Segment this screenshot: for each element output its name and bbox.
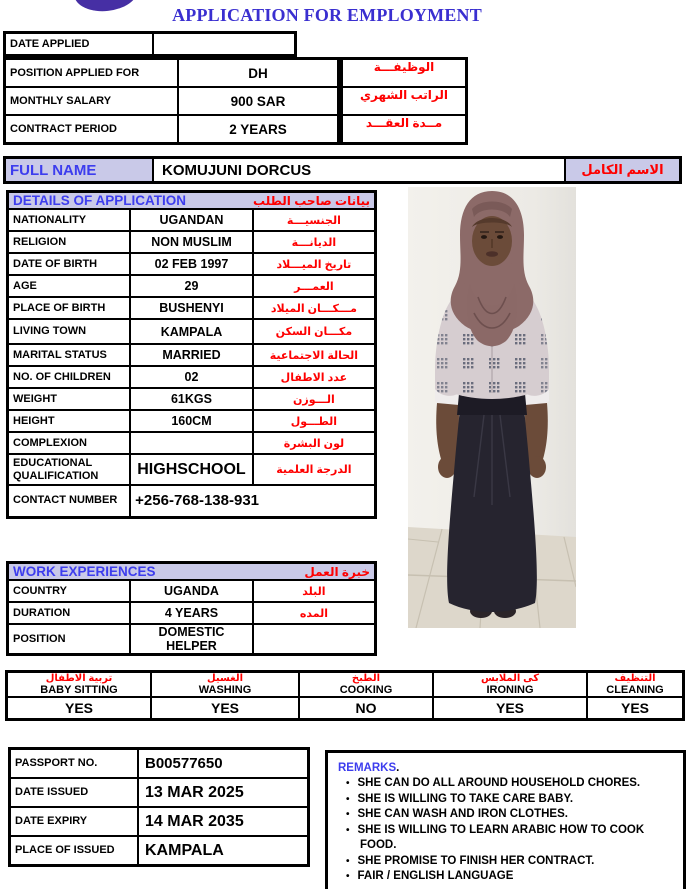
skill-arabic-label: تربية الاطفال: [45, 673, 113, 684]
skill-value-cooking: NO: [299, 697, 433, 720]
skill-label: CLEANING: [606, 684, 664, 696]
living-town-value: KAMPALA: [130, 319, 253, 344]
height-value: 160CM: [130, 410, 253, 432]
field-row: [8, 602, 376, 624]
country-value: UGANDA: [130, 580, 253, 602]
details-table: [6, 190, 377, 519]
applicant-photo: [408, 187, 576, 628]
field-row: [8, 410, 376, 432]
date-expiry-label: DATE EXPIRY: [10, 807, 139, 836]
position-label: POSITION APPLIED FOR: [5, 59, 179, 88]
details-header-arabic: بيانات صاحب الطلب: [252, 193, 370, 208]
section-header-row: [8, 563, 376, 581]
field-row: [5, 115, 339, 144]
contract-value: 2 YEARS: [178, 115, 339, 144]
field-row: [5, 33, 296, 56]
field-row: [5, 158, 681, 183]
contract-arabic-label: مــدة العقـــد: [342, 115, 467, 144]
education-arabic-label: الدرجة العلمية: [253, 454, 376, 485]
work-header-arabic: خبرة العمل: [304, 564, 370, 579]
remarks-item: • FAIR / ENGLISH LANGUAGE: [338, 869, 677, 885]
nationality-value: UGANDAN: [130, 209, 253, 231]
weight-value: 61KGS: [130, 388, 253, 410]
complexion-arabic-label: لون البشرة: [253, 432, 376, 454]
place-of-birth-value: BUSHENYI: [130, 297, 253, 319]
place-of-issued-value: KAMPALA: [138, 836, 309, 866]
skill-header-cooking: [299, 672, 433, 698]
country-arabic-label: البلد: [253, 580, 376, 602]
remarks-item: • SHE IS WILLING TO TAKE CARE BABY.: [338, 792, 677, 808]
religion-label: RELIGION: [8, 231, 131, 253]
height-label: HEIGHT: [8, 410, 131, 432]
children-arabic-label: عدد الاطفال: [253, 366, 376, 388]
remarks-item: • SHE CAN DO ALL AROUND HOUSEHOLD CHORES.: [338, 776, 677, 792]
remarks-item: • SHE IS WILLING TO LEARN ARABIC HOW TO COOK FOOD.: [338, 823, 677, 854]
passport-table: [8, 747, 310, 867]
place-of-birth-arabic-label: مـــكـــان الميلاد: [253, 297, 376, 319]
skill-label: COOKING: [339, 684, 393, 696]
skill-value-cleaning: YES: [587, 697, 684, 720]
field-row: [5, 59, 339, 88]
place-of-issued-label: PLACE OF ISSUED: [10, 836, 139, 866]
date-of-birth-value: 02 FEB 1997: [130, 253, 253, 275]
page-title: APPLICATION FOR EMPLOYMENT: [172, 5, 482, 25]
contact-number-value: +256-768-138-931: [130, 485, 375, 517]
field-row: [8, 231, 376, 253]
skill-value-ironing: YES: [433, 697, 587, 720]
field-row: [8, 432, 376, 454]
living-town-label: LIVING TOWN: [8, 319, 131, 344]
skill-header-cleaning: [587, 672, 684, 698]
field-row: [342, 115, 467, 144]
passport-no-label: PASSPORT NO.: [10, 749, 139, 779]
skill-label: BABY SITTING: [40, 684, 118, 696]
field-row: [8, 580, 376, 602]
work-header: WORK EXPERIENCES: [13, 564, 156, 579]
field-row: [8, 624, 376, 655]
full-name-label: FULL NAME: [5, 158, 154, 183]
marital-status-label: MARITAL STATUS: [8, 344, 131, 366]
skill-header-ironing: [433, 672, 587, 698]
remarks-box: [325, 750, 686, 889]
complexion-value: [130, 432, 253, 454]
children-value: 02: [130, 366, 253, 388]
date-applied-label: DATE APPLIED: [5, 33, 154, 56]
duration-value: 4 YEARS: [130, 602, 253, 624]
salary-value: 900 SAR: [178, 87, 339, 115]
salary-label: MONTHLY SALARY: [5, 87, 179, 115]
full-name-value: KOMUJUNI DORCUS: [153, 158, 565, 183]
field-row: [10, 749, 309, 779]
weight-arabic-label: الـــوزن: [253, 388, 376, 410]
contract-label: CONTRACT PERIOD: [5, 115, 179, 144]
salary-arabic-label: الراتب الشهري: [342, 87, 467, 115]
remarks-header-text: REMARKS: [338, 762, 397, 774]
field-row: [8, 209, 376, 231]
contact-number-label: CONTACT NUMBER: [8, 485, 131, 517]
field-row: [342, 87, 467, 115]
remarks-item: • SHE PROMISE TO FINISH HER CONTRACT.: [338, 854, 677, 870]
remarks-header-period: .: [396, 762, 400, 774]
skill-label: IRONING: [486, 684, 534, 696]
skill-value-washing: YES: [151, 697, 299, 720]
education-label: EDUCATIONAL QUALIFICATION: [8, 454, 131, 485]
field-row: [8, 388, 376, 410]
date-expiry-value: 14 MAR 2035: [138, 807, 309, 836]
field-row: [5, 87, 339, 115]
position-table: [3, 57, 340, 145]
nationality-arabic-label: الجنسيـــة: [253, 209, 376, 231]
field-row: [342, 59, 467, 88]
position-value: DH: [178, 59, 339, 88]
duration-label: DURATION: [8, 602, 131, 624]
remarks-item: • SHE CAN WASH AND IRON CLOTHES.: [338, 807, 677, 823]
skill-label: WASHING: [198, 684, 252, 696]
position-arabic-table: [340, 57, 468, 145]
work-position-arabic-label: [253, 624, 376, 655]
skill-arabic-label: الغسيل: [206, 673, 243, 684]
skills-value-row: [7, 697, 684, 720]
details-header: DETAILS OF APPLICATION: [13, 193, 186, 208]
field-row: [10, 836, 309, 866]
skills-table: [5, 670, 685, 721]
date-applied-value: [153, 33, 296, 56]
skill-arabic-label: كى الملابس: [480, 673, 540, 684]
field-row: [8, 253, 376, 275]
skill-header-washing: [151, 672, 299, 698]
marital-status-value: MARRIED: [130, 344, 253, 366]
marital-status-arabic-label: الحالة الاجتماعية: [253, 344, 376, 366]
work-position-label: POSITION: [8, 624, 131, 655]
date-issued-label: DATE ISSUED: [10, 778, 139, 807]
section-header-row: [8, 192, 376, 210]
field-row: [8, 485, 376, 517]
complexion-label: COMPLEXION: [8, 432, 131, 454]
skill-value-babysitting: YES: [7, 697, 152, 720]
skills-header-row: [7, 672, 684, 698]
living-town-arabic-label: مكـــان السكن: [253, 319, 376, 344]
field-row: [8, 366, 376, 388]
weight-label: WEIGHT: [8, 388, 131, 410]
skill-arabic-label: التنظيف: [614, 673, 656, 684]
full-name-table: [3, 156, 682, 184]
field-row: [8, 454, 376, 485]
children-label: NO. OF CHILDREN: [8, 366, 131, 388]
field-row: [10, 807, 309, 836]
nationality-label: NATIONALITY: [8, 209, 131, 231]
education-value: HIGHSCHOOL: [130, 454, 253, 485]
skill-arabic-label: الطبخ: [351, 673, 381, 684]
work-position-value: DOMESTIC HELPER: [130, 624, 253, 655]
age-label: AGE: [8, 275, 131, 297]
field-row: [8, 275, 376, 297]
full-name-arabic-label: الاسم الكامل: [565, 158, 681, 183]
duration-arabic-label: المده: [253, 602, 376, 624]
height-arabic-label: الطـــول: [253, 410, 376, 432]
religion-value: NON MUSLIM: [130, 231, 253, 253]
religion-arabic-label: الديانـــة: [253, 231, 376, 253]
field-row: [10, 778, 309, 807]
country-label: COUNTRY: [8, 580, 131, 602]
position-arabic-label: الوظيفـــة: [342, 59, 467, 88]
field-row: [8, 297, 376, 319]
age-arabic-label: العمـــر: [253, 275, 376, 297]
skill-header-babysitting: [7, 672, 152, 698]
place-of-birth-label: PLACE OF BIRTH: [8, 297, 131, 319]
remarks-header: [338, 758, 677, 776]
field-row: [8, 344, 376, 366]
passport-no-value: B00577650: [138, 749, 309, 779]
field-row: [8, 319, 376, 344]
work-experiences-table: [6, 561, 377, 656]
date-issued-value: 13 MAR 2025: [138, 778, 309, 807]
age-value: 29: [130, 275, 253, 297]
date-of-birth-label: DATE OF BIRTH: [8, 253, 131, 275]
date-applied-table: [3, 31, 297, 57]
date-of-birth-arabic-label: تاريخ الميـــلاد: [253, 253, 376, 275]
